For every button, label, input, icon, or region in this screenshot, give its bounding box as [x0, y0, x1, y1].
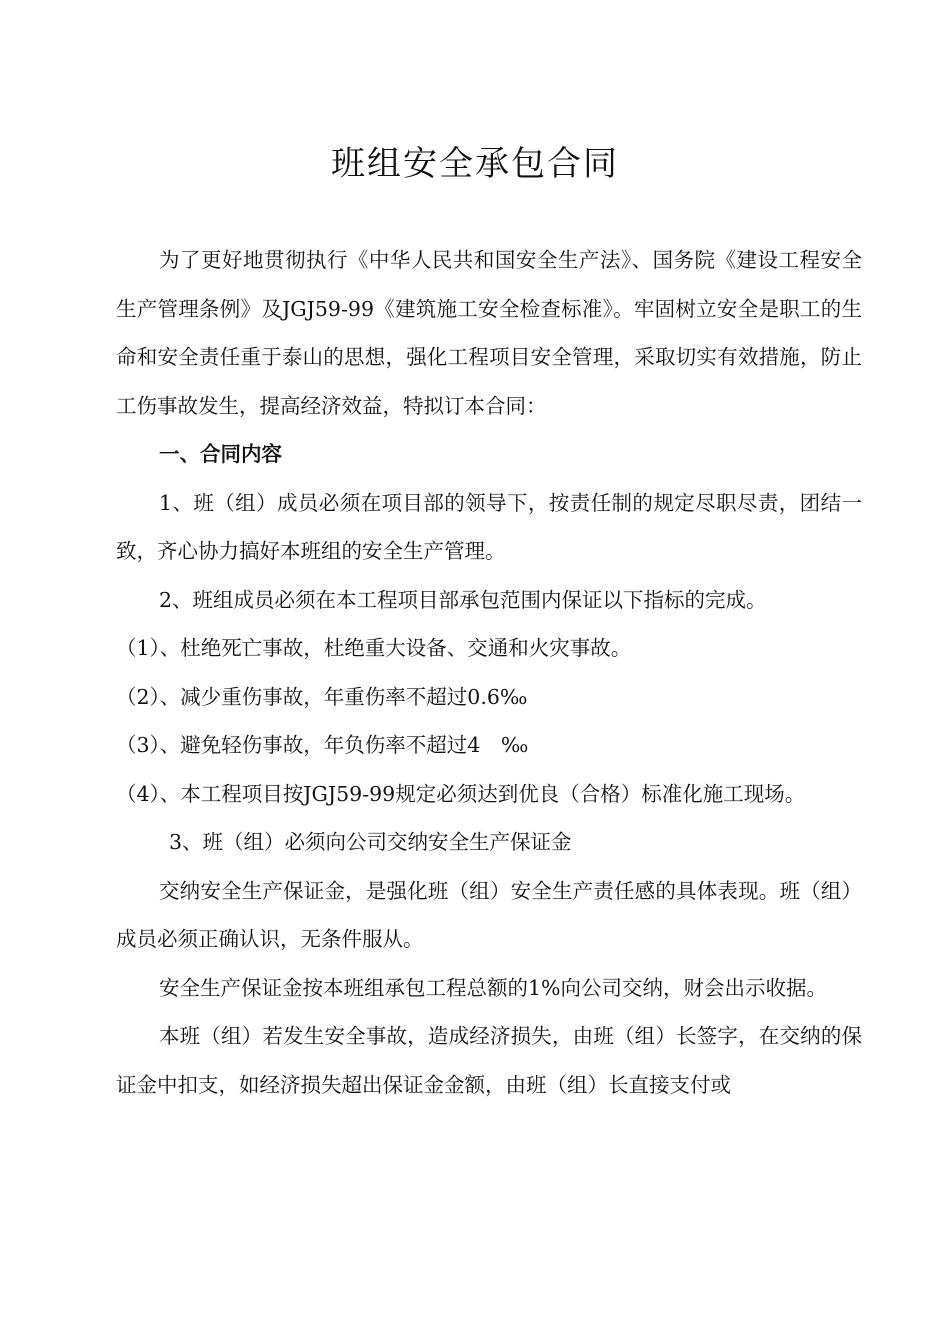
paragraph-item-2-2: （2）、减少重伤事故，年重伤率不超过0.6‰ [116, 684, 528, 709]
paragraph-item-2-3: （3）、避免轻伤事故，年负伤率不超过4 ‰ [116, 733, 529, 757]
document-title: 班组安全承包合同 [331, 144, 619, 184]
paragraph-item-3: 3、班（组）必须向公司交纳安全生产保证金 [169, 830, 572, 854]
paragraph-item-3-deposit-amount: 安全生产保证金按本班组承包工程总额的1%向公司交纳，财会出示收据。 [159, 975, 828, 1000]
paragraph-item-2: 2、班组成员必须在本工程项目部承包范围内保证以下指标的完成。 [159, 587, 767, 612]
paragraph-item-3-deposit-deduction: 本班（组）若发生安全事故，造成经济损失，由班（组）长签字，在交纳的保证金中扣支，如经济损失超出保证金金额，由班（组）长直接支付或 [116, 1024, 862, 1097]
paragraph-item-1: 1、班（组）成员必须在项目部的领导下，按责任制的规定尽职尽责，团结一致，齐心协力搞好本班组的安全生产管理。 [116, 490, 862, 563]
section-heading-contract-content: 一、合同内容 [159, 442, 282, 466]
paragraph-intro: 为了更好地贯彻执行《中华人民共和国安全生产法》、国务院《建设工程安全生产管理条例》及JGJ59-99《建筑施工安全检查标准》。牢固树立安全是职工的生命和安全责任重于泰山的思想，强化工程项目安全管理，采取切实有效措施，防止工伤事故发生，提高经济效益，特拟订本合同： [116, 248, 862, 418]
paragraph-item-2-4: （4）、本工程项目按JGJ59-99规定必须达到优良（合格）标准化施工现场。 [116, 781, 806, 806]
paragraph-item-3-deposit-purpose: 交纳安全生产保证金，是强化班（组）安全生产责任感的具体表现。班（组）成员必须正确认识，无条件服从。 [116, 878, 862, 951]
paragraph-item-2-1: （1）、杜绝死亡事故，杜绝重大设备、交通和火灾事故。 [116, 636, 632, 660]
document-body [116, 236, 862, 1109]
